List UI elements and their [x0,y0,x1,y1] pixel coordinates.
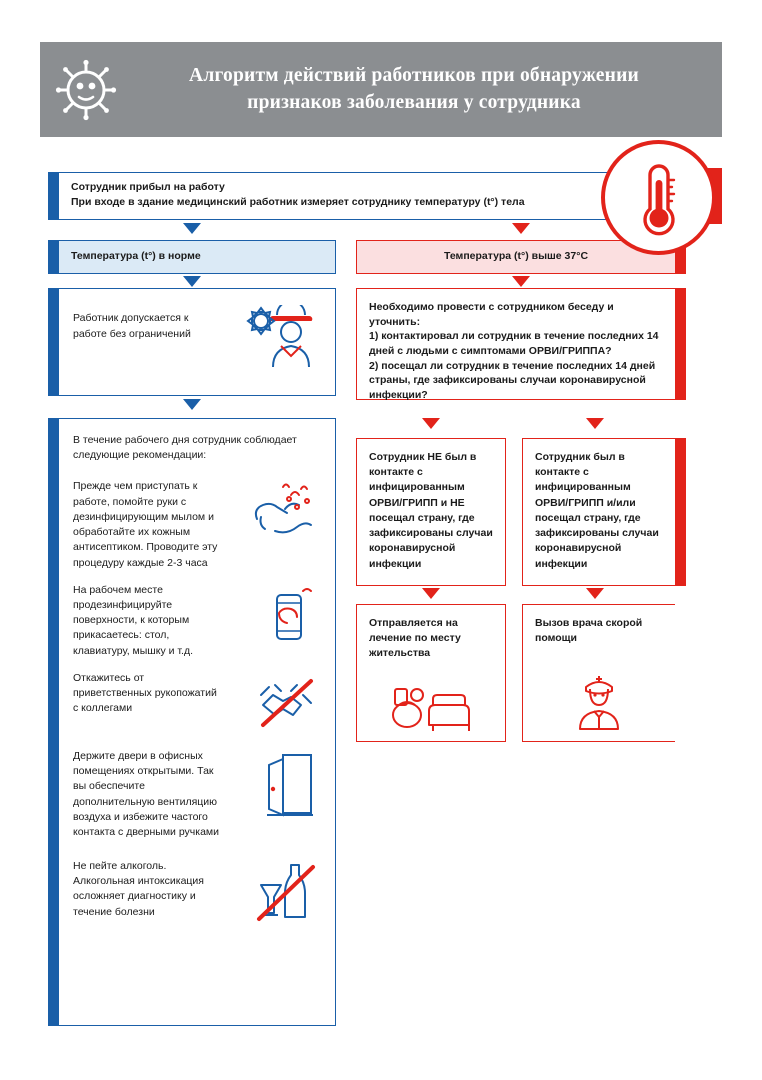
title-line-1: Алгоритм действий работников при обнаружении [189,65,639,87]
recommendation-text: На рабочем месте продезинфицируйте поверхности, к которым прикасаетесь: стол, клавиатуру, мышку и т.д. [73,583,194,657]
arrow-to-home-treatment [422,588,440,599]
arrow-normal-to-allowed [183,276,201,287]
list-item [73,857,323,933]
intro-box [48,172,686,220]
branch-normal-header [48,240,336,274]
page-title [132,63,722,116]
intro-line-2: При входе в здание медицинский работник измеряет сотруднику температуру (t°) тела [71,196,525,209]
worker-allowed-text: Работник допускается к работе без ограничений [73,312,191,340]
red-accent-bar [675,438,686,586]
thermometer-icon [601,140,716,255]
case-no-contact-box [356,438,506,586]
arrow-to-recommendations [183,399,201,410]
washing-hands-icon [245,479,319,543]
list-item [73,747,323,847]
red-accent-bar [675,288,686,400]
open-door-icon [261,749,319,821]
recommendations-intro: В течение рабочего дня сотрудник соблюдает следующие рекомендации: [73,434,297,462]
recommendations-box [48,418,336,1026]
ambulance-call-body [522,604,675,742]
blue-accent-bar [48,418,59,1026]
blue-accent-bar [48,172,59,220]
home-treatment-box [356,604,506,742]
blue-accent-bar [48,288,59,396]
ambulance-call-text: Вызов врача скорой помощи [535,617,643,645]
home-treatment-body [356,604,506,742]
home-treatment-icon [385,675,477,733]
branch-normal-label: Температура (t°) в норме [59,240,336,274]
worker-allowed-body [59,288,336,396]
worker-allowed-box [48,288,336,396]
doctor-icon [568,671,630,733]
recommendation-text: Прежде чем приступать к работе, помойте руки с дезинфицирующим мылом и обработайте их кожным антисептиком. Проводите эту процедуру каждые 2-3 часа [73,480,218,569]
no-handshake-icon [253,671,319,733]
case-contact-text: Сотрудник был в контакте с инфицированным ОРВИ/ГРИПП и/или посещал страну, где зафиксированы случаи коронавирусной инфекции [535,451,659,570]
interview-question-2: 2) посещал ли сотрудник в течение последних 14 дней страны, где зафиксированы случаи коронавирусной инфекции? [369,359,656,402]
blue-accent-bar [48,240,59,274]
interview-box [356,288,686,400]
list-item [73,669,323,737]
recommendation-text: Не пейте алкоголь. Алкогольная интоксикация осложняет диагностику и течение болезни [73,859,204,918]
case-contact-box [522,438,686,586]
interview-body [356,288,675,400]
worker-helmet-gear-icon [243,305,325,377]
list-item [73,581,323,659]
arrow-down-to-normal [183,223,201,234]
home-treatment-text: Отправляется на лечение по месту жительства [369,617,461,660]
coronavirus-icon [40,42,132,137]
interview-question-1: 1) контактировал ли сотрудник в течение последних 14 дней с людьми с симптомами ОРВИ/ГРИППА? [369,330,659,358]
branch-high-label: Температура (t°) выше 37°С [356,240,675,274]
ambulance-call-box [522,604,686,742]
recommendation-text: Держите двери в офисных помещениях открытыми. Так вы обеспечите дополнительную вентиляцию воздуха и избежите частого контакта с дверными ручками [73,749,220,838]
arrow-to-case-yes [586,418,604,429]
intro-line-1: Сотрудник прибыл на работу [71,181,225,193]
recommendation-text: Откажитесь от приветственных рукопожатий с коллегами [73,671,217,715]
interview-intro: Необходимо провести с сотрудником беседу и уточнить: [369,301,614,328]
arrow-down-to-high [512,223,530,234]
arrow-high-to-interview [512,276,530,287]
no-alcohol-icon [253,859,319,925]
title-line-2: признаков заболевания у сотрудника [247,91,581,113]
case-contact-body [522,438,675,586]
header-banner [40,42,722,137]
case-no-contact-body [356,438,506,586]
case-no-contact-text: Сотрудник НЕ был в контакте с инфицированным ОРВИ/ГРИПП и НЕ посещал страну, где зафиксированы случаи коронавирусной инфекции [369,451,493,570]
spray-phone-icon [257,583,319,649]
arrow-to-ambulance [586,588,604,599]
intro-text-body [59,172,686,220]
recommendations-body [59,418,336,1026]
arrow-to-case-no [422,418,440,429]
list-item [73,477,323,570]
